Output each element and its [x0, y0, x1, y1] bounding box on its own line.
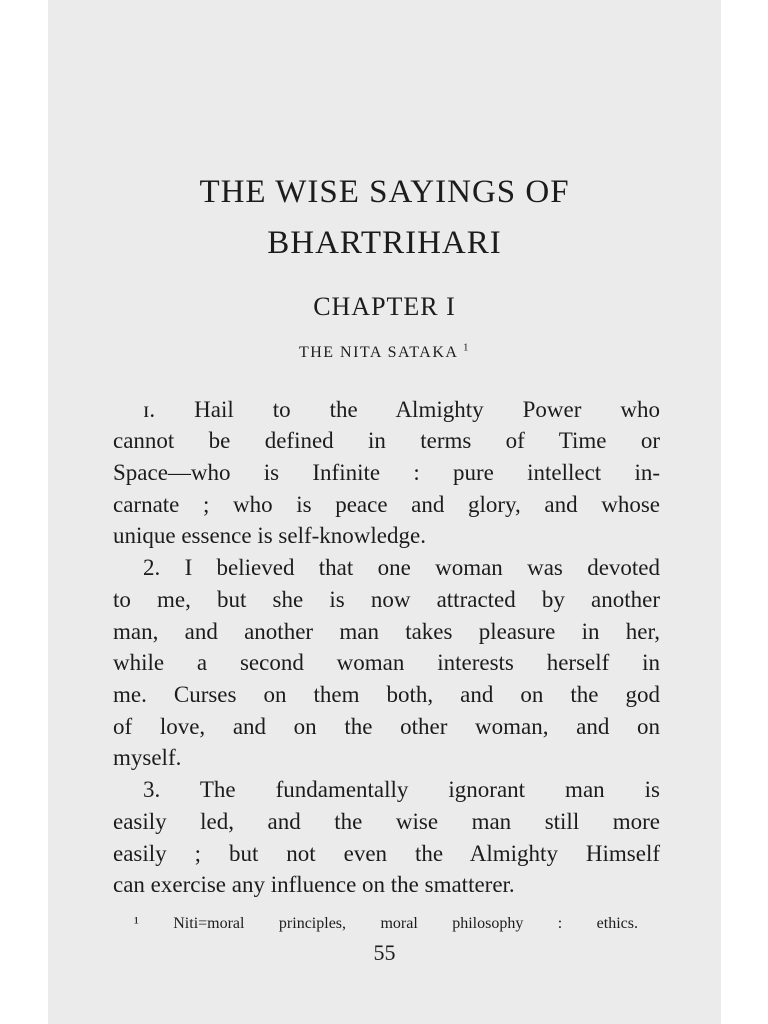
verse-1-line-4: carnate ; who is peace and glory, and whose — [113, 492, 660, 517]
verse-2-line-5: me. Curses on them both, and on the god — [113, 682, 660, 707]
verse-2-line-1: 2. I believed that one woman was devoted — [143, 555, 660, 580]
book-title-line-1: THE WISE SAYINGS OF — [199, 174, 570, 210]
verse-3-line-2: easily led, and the wise man still more — [113, 809, 660, 834]
verse-2-line-7: myself. — [113, 745, 182, 770]
verse-2-line-4: while a second woman interests herself in — [113, 650, 660, 675]
verse-3-line-1: 3. The fundamentally ignorant man is — [143, 777, 660, 802]
verse-3-line-3: easily ; but not even the Almighty Himself — [113, 841, 660, 866]
section-title: THE NITA SATAKA — [298, 344, 458, 361]
footnote-marker: 1 — [463, 341, 471, 354]
verse-1-line-3: Space—who is Infinite : pure intellect in- — [113, 460, 660, 485]
chapter-heading: CHAPTER I — [313, 292, 456, 321]
verse-1-line-1: ɪ. Hail to the Almighty Power who — [143, 397, 660, 422]
book-title-line-2: BHARTRIHARI — [267, 225, 502, 261]
scan-margin-left — [0, 0, 48, 1024]
verse-2-line-6: of love, and on the other woman, and on — [113, 714, 660, 739]
verse-2-line-2: to me, but she is now attracted by another — [113, 587, 660, 612]
section-heading — [48, 341, 721, 361]
verse-2-line-3: man, and another man takes pleasure in her, — [113, 619, 660, 644]
verse-1-line-2: cannot be defined in terms of Time or — [113, 428, 660, 453]
scan-margin-right — [721, 0, 768, 1024]
verse-3-line-4: can exercise any influence on the smatterer. — [113, 872, 515, 897]
page-number: 55 — [373, 940, 396, 965]
footnote: ¹ Niti=moral principles, moral philosophy : ethics. — [134, 915, 638, 932]
verse-1-line-5: unique essence is self-knowledge. — [113, 523, 426, 548]
